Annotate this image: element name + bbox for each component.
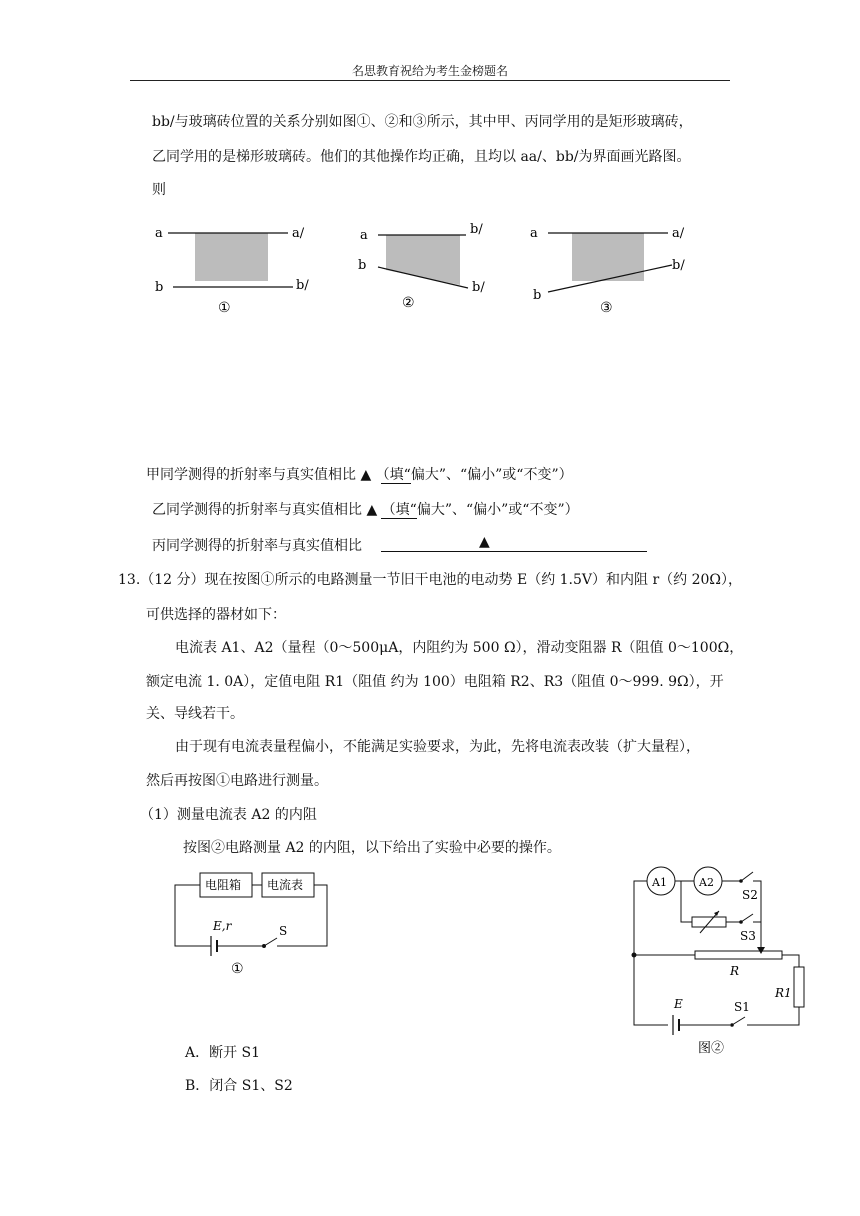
figure-2	[358, 222, 485, 311]
label-b-3: b	[533, 288, 542, 303]
answer-blank-bing	[381, 551, 647, 552]
rheostat-label: R	[730, 964, 740, 978]
figure-num-3: ③	[600, 300, 613, 316]
question-jia: 甲同学测得的折射率与真实值相比 ▲ （填“偏大”、“偏小”或“不变”）	[146, 467, 573, 483]
resistor-r1-label: R1	[775, 986, 792, 1000]
label-b2-3: b/	[672, 258, 685, 273]
header-rule	[130, 80, 730, 81]
para1-line1: bb/与玻璃砖位置的关系分别如图①、②和③所示，其中甲、丙同学用的是矩形玻璃砖，	[152, 114, 693, 130]
circuit2-caption: 图②	[698, 1041, 725, 1056]
s3-blade	[741, 914, 753, 922]
label-b-1: b	[155, 280, 164, 295]
page-header: 名思教育祝给为考生金榜题名	[351, 64, 508, 78]
question-yi: 乙同学测得的折射率与真实值相比 ▲ （填“偏大”、“偏小”或“不变”）	[152, 502, 579, 518]
resistor-r1	[794, 967, 804, 1007]
label-a-2: a	[360, 228, 368, 243]
q13-line2: 可供选择的器材如下：	[146, 607, 286, 623]
switch-s2-label: S2	[742, 888, 758, 902]
label-a-3: a	[530, 226, 538, 241]
emf-label: E,r	[213, 919, 232, 933]
label-b2-2: b/	[472, 280, 485, 295]
ammeter-a2-label: A2	[699, 876, 714, 889]
switch-s1-label: S1	[734, 1000, 750, 1014]
label-b2top-2: b/	[470, 222, 483, 237]
label-b-2: b	[358, 258, 367, 273]
circuit-diagram-1	[165, 866, 345, 981]
q13-line1: 13.（12 分）现在按图①所示的电路测量一节旧干电池的电动势 E（约 1.5V）和内阻 r（约 20Ω），	[118, 572, 743, 588]
wire-left	[175, 885, 211, 946]
wire-to-r1	[782, 955, 799, 967]
glass-brick-rect-1	[195, 233, 268, 281]
s2-blade	[741, 872, 753, 881]
glass-brick-figures	[140, 215, 700, 325]
ammeter-a1-label: A1	[652, 876, 667, 889]
wire-left-main	[634, 881, 668, 1025]
q13-line4: 额定电流 1. 0A），定值电阻 R1（阻值 约为 100）电阻箱 R2、R3（阻值 0～999. 9Ω），开	[146, 674, 724, 690]
question-bing: 丙同学测得的折射率与真实值相比	[152, 538, 362, 554]
resistance-box-label: 电阻箱	[205, 878, 242, 892]
label-a-1: a	[155, 226, 163, 241]
answer-triangle-bing: ▲	[479, 534, 490, 550]
ammeter-box-label: 电流表	[267, 878, 304, 892]
wire-r3-left	[681, 881, 692, 922]
answer-blank-jia	[381, 483, 411, 484]
q13-sub1: （1）测量电流表 A2 的内阻	[140, 807, 317, 823]
option-b: B．闭合 S1、S2	[185, 1078, 293, 1094]
battery-e-label: E	[674, 997, 683, 1011]
switch-label: S	[279, 924, 288, 938]
figure-num-1: ①	[218, 300, 231, 316]
switch-blade	[264, 938, 277, 946]
rheostat-r	[695, 951, 782, 959]
circuit-diagram-2	[620, 855, 815, 1060]
para1-line3: 则	[152, 182, 166, 198]
q13-line7: 然后再按图①电路进行测量。	[146, 773, 328, 789]
q13-line6: 由于现有电流表量程偏小，不能满足实验要求，为此，先将电流表改装（扩大量程），	[175, 739, 700, 755]
answer-blank-yi	[381, 518, 417, 519]
figure-3	[530, 226, 685, 316]
wire-r1-bottom	[747, 1007, 799, 1025]
circuit1-num: ①	[231, 961, 244, 977]
switch-s3-label: S3	[740, 929, 756, 943]
s1-blade	[732, 1017, 745, 1025]
figure-num-2: ②	[402, 295, 415, 311]
para1-line2: 乙同学用的是梯形玻璃砖。他们的其他操作均正确，且均以 aa/、bb/为界面画光路图。	[152, 149, 691, 165]
label-b2-1: b/	[296, 278, 309, 293]
q13-line5: 关、导线若干。	[146, 706, 244, 722]
label-a2-1: a/	[292, 226, 305, 241]
figure-1	[155, 226, 309, 316]
q13-sub1-desc: 按图②电路测量 A2 的内阻，以下给出了实验中必要的操作。	[183, 840, 561, 856]
q13-line3: 电流表 A1、A2（量程（0～500μA，内阻约为 500 Ω），滑动变阻器 R（阻值 0～100Ω，	[175, 640, 744, 656]
label-a2-3: a/	[672, 226, 685, 241]
option-a: A．断开 S1	[185, 1045, 261, 1061]
